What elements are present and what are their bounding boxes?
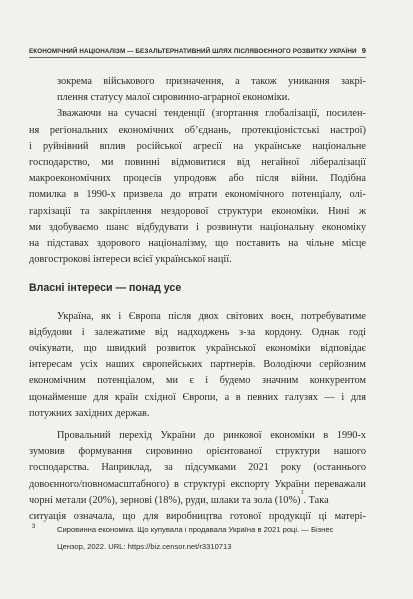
text-line: Україна, як і Європа після двох світових воєн, потребуватиме [57,310,366,322]
continued-list-item [29,74,366,106]
text-line: Провальний перехід України до ринкової економіки в 1990-х [57,430,366,442]
text-line: гархізації та закріплення нездорової структури економіки. Нині ж [29,205,366,217]
text-line: очікувати, що швидкий розвиток української економіки відповідає [29,343,366,355]
footnote-line: Цензор, 2022. URL: https://biz.censor.net/r3310713 [57,541,232,551]
footnote-line: Сировинна економіка. Що купувала і продавала Україна в 2021 році. — Бізнес [57,525,334,534]
header-divider [29,57,366,58]
text-line: зумовив формування сировинно орієнтованої структури нашого [29,446,366,458]
paragraph [29,106,366,268]
text-line: господарства. Наприклад, за підсумками 2021 року (останнього [29,462,366,474]
paragraph [29,428,366,525]
text-line: ситуація означала, що для виробництва готової продукції ці матері- [29,511,366,523]
page-number: 9 [361,46,366,55]
text-line: відбудови і залежатиме від надходжень з-за кордону. Однак годі [29,326,366,338]
text-line: економічним потенціалом, ми є і будемо значним конкурентом [29,375,366,387]
text-line: довгострокові інтереси всієї української нації. [29,254,232,266]
text-line: ня регіональних економічних об’єднань, протекціоністські настрої) [29,124,366,136]
text-line: і руйнівний вплив російської агресії на українське національне [29,140,366,152]
running-header [29,46,366,55]
text-line: ми здобуваємо шанс відбудувати і розвинути національну економіку [29,221,366,233]
text-line: плення статусу малої сировинно-аграрної економіки. [57,92,290,104]
text-span: чорні метали (20%), зернові (18%), руди, шлаки та зола (10%) [29,494,301,506]
footnote-number: 3 [32,524,36,530]
page-body [29,74,366,525]
text-line: зокрема військового призначення, а також уникання закрі- [57,76,366,87]
text-span: . Така [303,494,329,506]
footnote [29,522,366,555]
text-line: потужних західних держав. [29,407,150,419]
text-line: інтересам усіх наших європейських партнерів. Володіючи серйозним [29,359,366,371]
text-line: на підставах здорового націоналізму, що поставить на чільне місце [29,238,366,250]
text-line: помилка в 1990-х призвела до втрати економічного потенціалу, олі- [29,189,366,201]
text-line: довоєнного/повномасштабного) в структурі експорту України переважали [29,478,366,490]
section-heading: Власні інтереси — понад усе [29,282,182,295]
text-line: макроекономічних процесів упродовж або після війни. Подібна [29,173,366,185]
footnote-reference[interactable]: 3 [300,489,304,496]
text-line: Зважаючи на сучасні тенденції (згортання глобалізації, посилен- [57,108,366,120]
text-line: господарство, ми повинні відмовитися від негайної лібералізації [29,157,366,169]
paragraph [29,309,366,422]
running-title: ЕКОНОМІЧНИЙ НАЦІОНАЛІЗМ — БЕЗАЛЬТЕРНАТИВНИЙ ШЛЯХ ПІСЛЯВОЄННОГО РОЗВИТКУ УКРАЇНИ [29,48,357,55]
text-line [29,489,366,509]
text-line: щонайменше для країн східної Європи, а в певних галузях — і для [29,391,366,403]
